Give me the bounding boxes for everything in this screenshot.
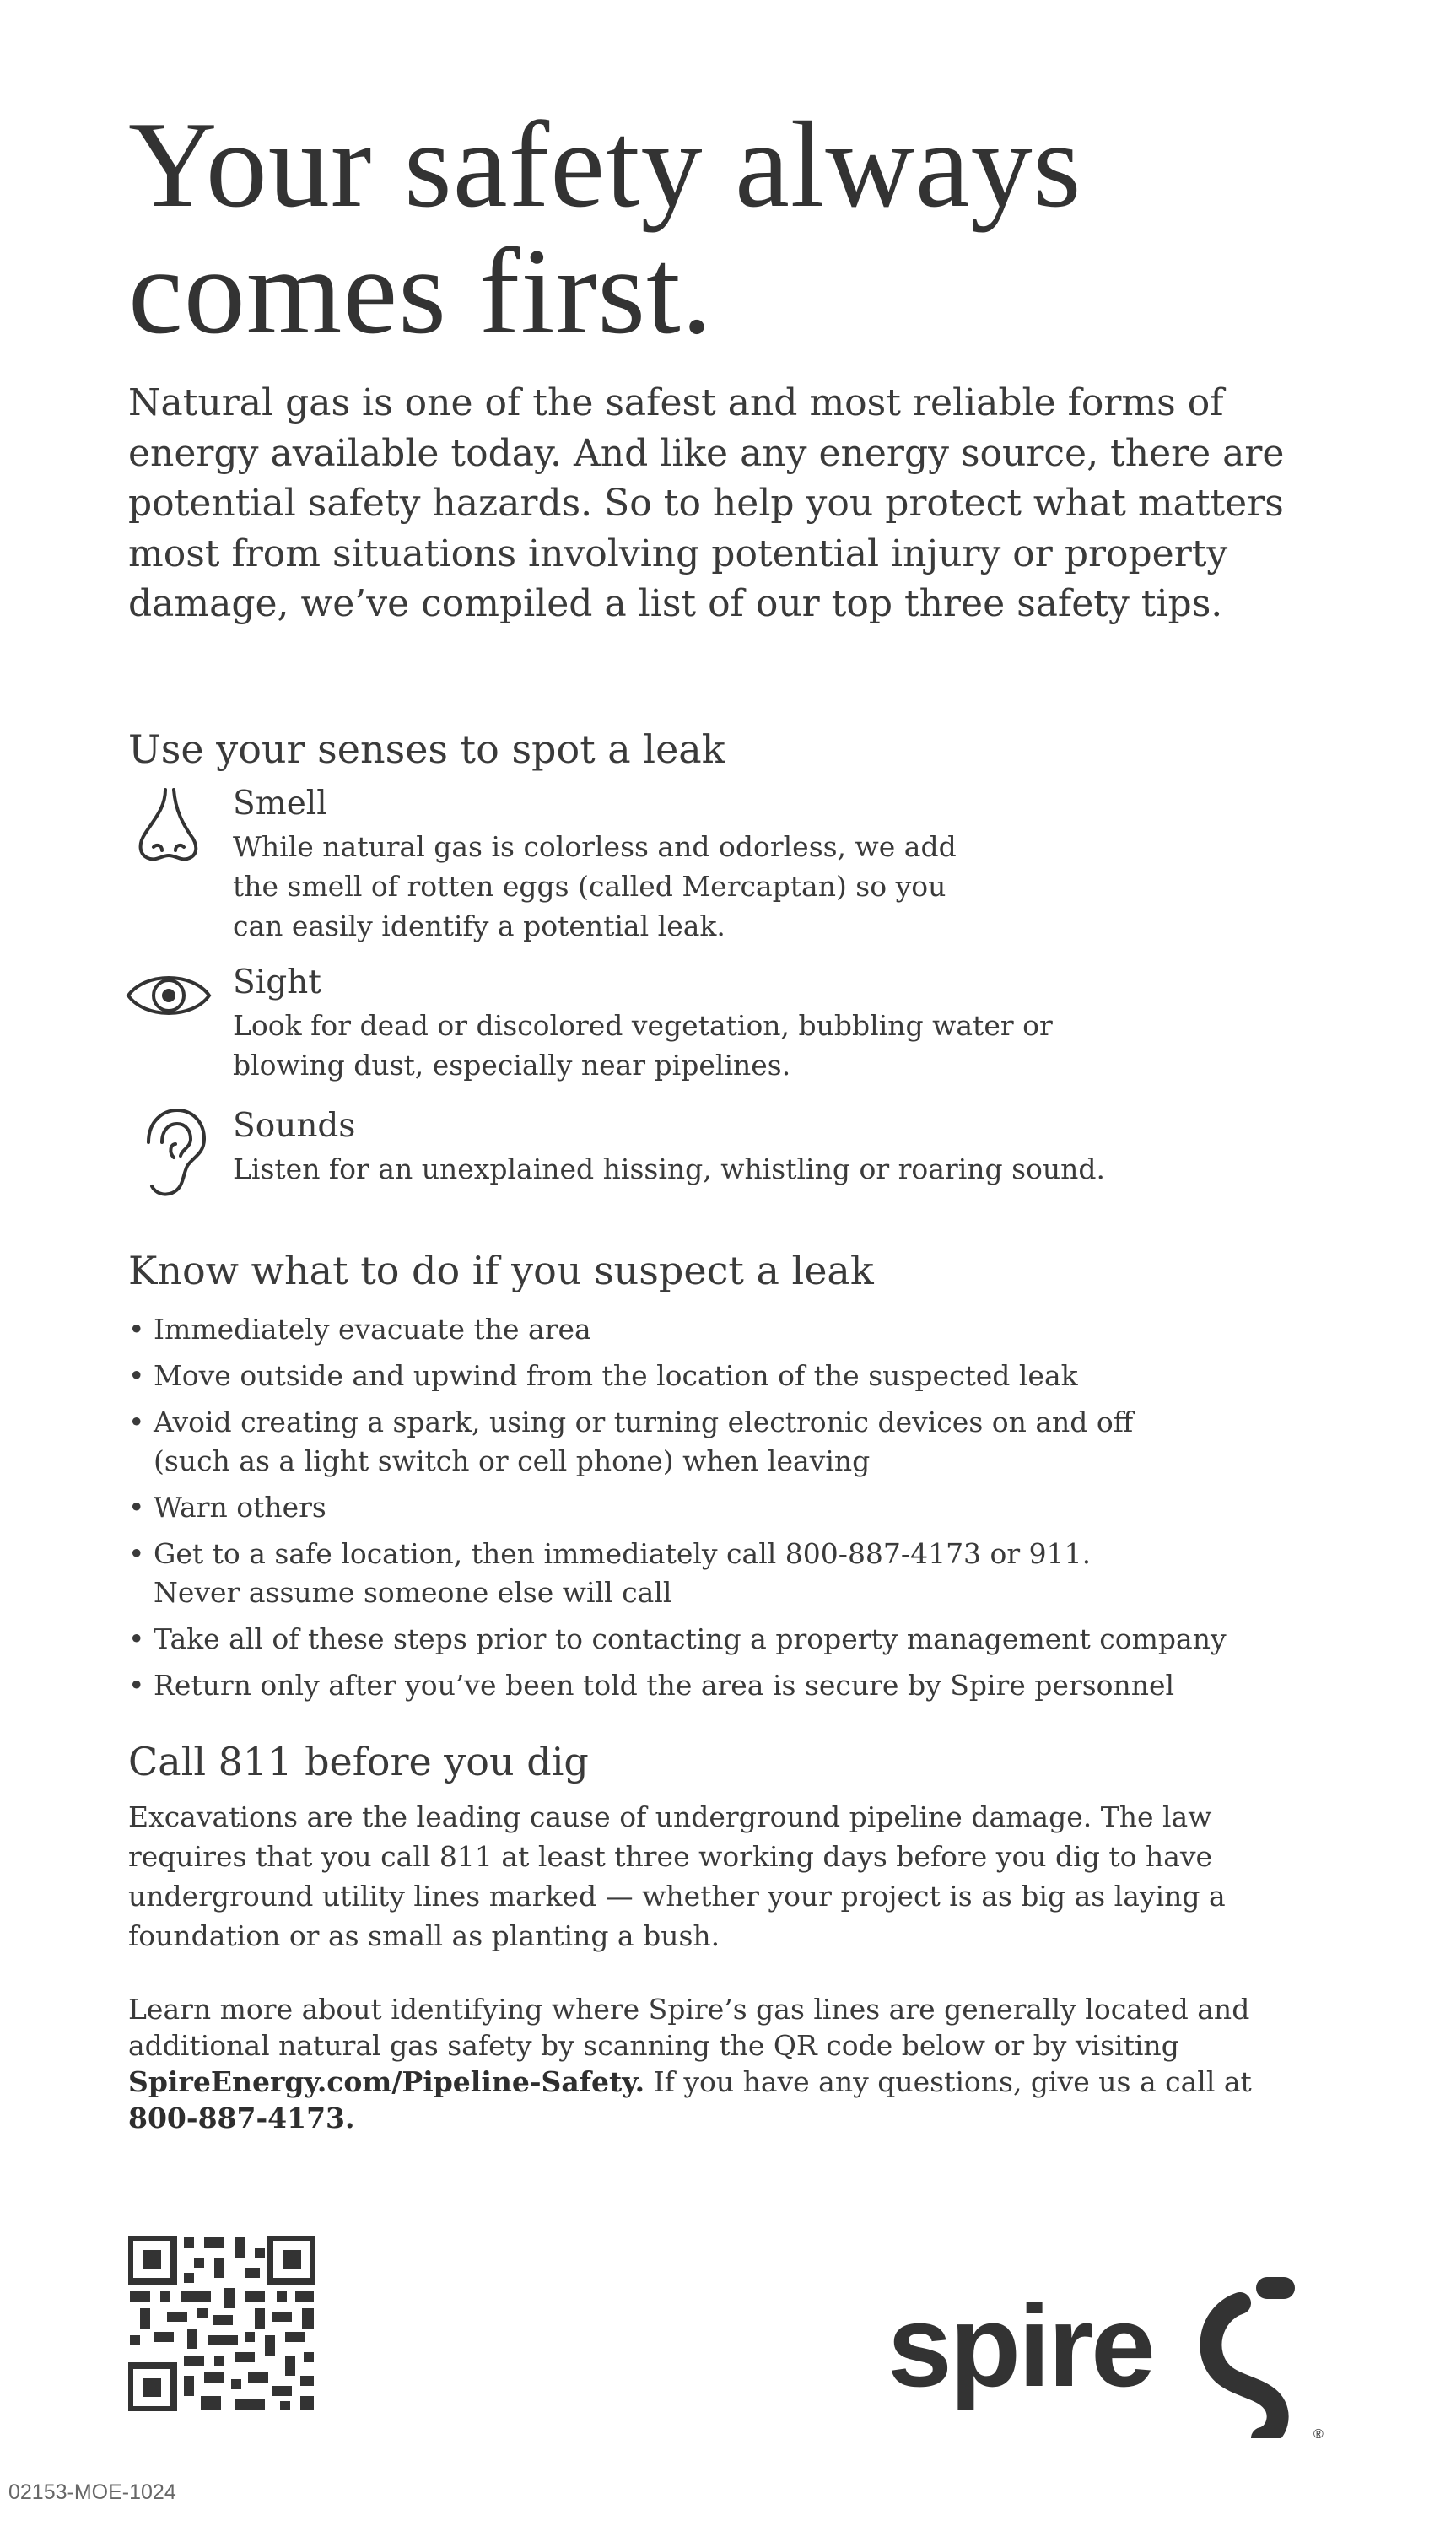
qr-code[interactable] xyxy=(128,2236,315,2411)
sense-title: Smell xyxy=(233,785,327,823)
learn-more-paragraph xyxy=(128,1991,1326,2136)
dig-heading: Call 811 before you dig xyxy=(128,1739,589,1784)
registered-mark: ® xyxy=(1313,2427,1324,2438)
sense-description: Listen for an unexplained hissing, whistling or roaring sound. xyxy=(233,1152,1106,1185)
list-item: • Take all of these steps prior to contacting a property management company xyxy=(128,1620,1351,1659)
logo-wordmark: spire xyxy=(887,2281,1153,2411)
nose-icon xyxy=(128,783,209,864)
list-item: • Avoid creating a spark, using or turning electronic devices on and off (such as a light switch or cell phone) when leaving xyxy=(128,1403,1166,1481)
intro-paragraph: Natural gas is one of the safest and most reliable forms of energy available today. And like any energy source, there are potential safety hazards. So to help you protect what matters most from situations involving potential injury or property damage, we’ve compiled a list of our top three safety tips. xyxy=(128,381,1285,625)
website-link[interactable]: SpireEnergy.com/Pipeline-Safety. xyxy=(128,2065,645,2098)
sense-description: While natural gas is colorless and odorless, we add the smell of rotten eggs (called Mercaptan) so you can easily identify a potential leak. xyxy=(233,830,957,942)
leak-heading: Know what to do if you suspect a leak xyxy=(128,1248,874,1293)
list-item: • Return only after you’ve been told the area is secure by Spire personnel xyxy=(128,1666,1351,1705)
list-item: • Move outside and upwind from the location of the suspected leak xyxy=(128,1357,1351,1395)
sense-title: Sight xyxy=(233,963,321,1001)
list-item: • Get to a safe location, then immediately call 800-887-4173 or 911. Never assume someone else will call xyxy=(128,1535,1107,1612)
senses-heading: Use your senses to spot a leak xyxy=(128,726,725,772)
phone-number[interactable]: 800-887-4173. xyxy=(128,2102,355,2134)
sense-description: Look for dead or discolored vegetation, bubbling water or blowing dust, especially near pipelines. xyxy=(233,1009,1053,1082)
spire-logo xyxy=(887,2269,1343,2442)
headline: Your safety always comes first. xyxy=(128,96,1082,359)
learn-more-text: If you have any questions, give us a call at xyxy=(644,2065,1252,2098)
leak-steps-list xyxy=(128,1310,1351,1713)
learn-more-text: Learn more about identifying where Spire’s gas lines are generally located and additional natural gas safety by scanning the QR code below or by visiting xyxy=(128,1993,1250,2062)
eye-icon xyxy=(125,962,213,1029)
dig-paragraph: Excavations are the leading cause of underground pipeline damage. The law requires that you call 811 at least three working days before you dig to have underground utility lines marked — whether your project is as big as laying a foundation or as small as planting a bush. xyxy=(128,1800,1226,1952)
ear-icon xyxy=(133,1105,209,1198)
list-item: • Warn others xyxy=(128,1488,1351,1527)
spire-logo-mark xyxy=(887,2269,1343,2438)
document-code: 02153-MOE-1024 xyxy=(8,2480,176,2504)
sense-title: Sounds xyxy=(233,1107,356,1145)
list-item: • Immediately evacuate the area xyxy=(128,1310,1351,1349)
